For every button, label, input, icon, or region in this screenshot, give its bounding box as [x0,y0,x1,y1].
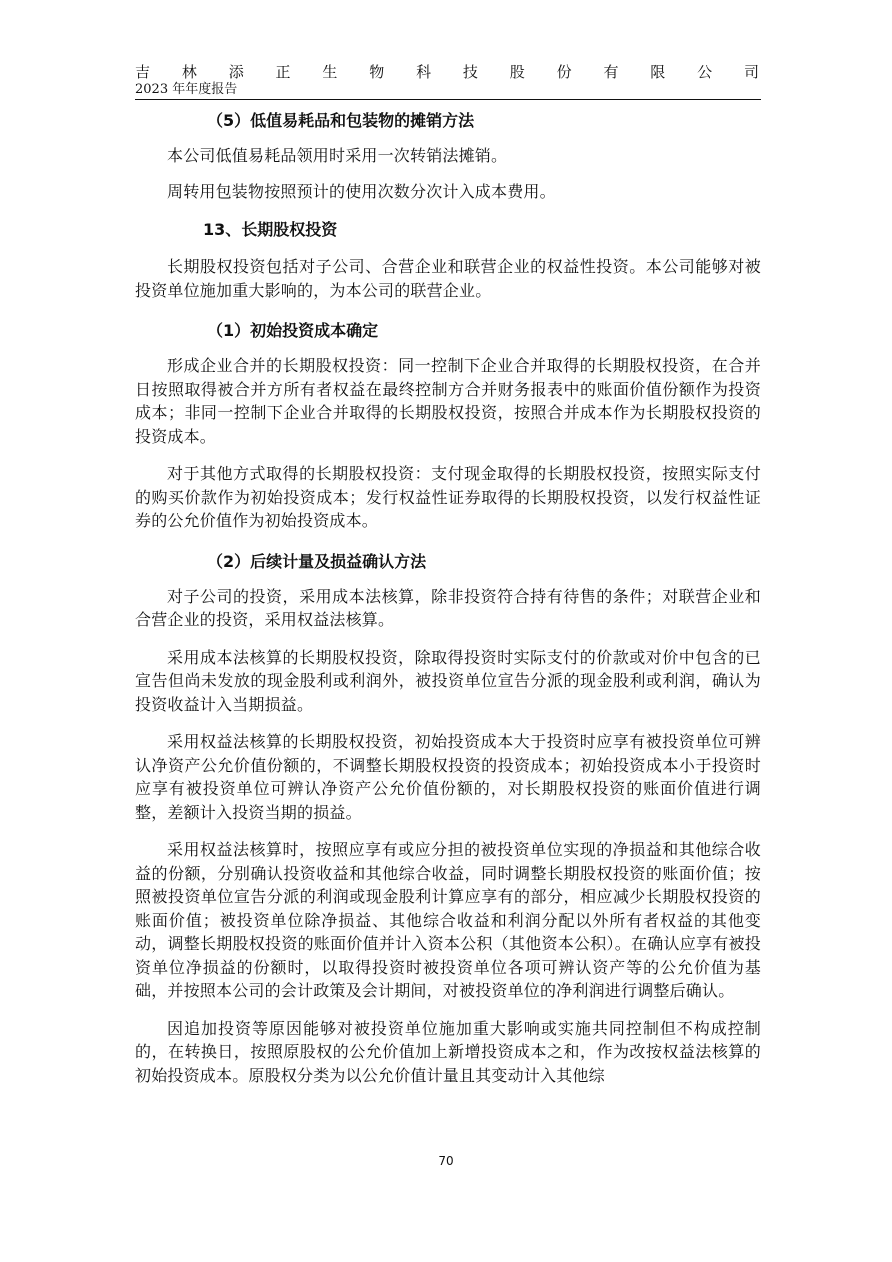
header-company-char: 有 [603,63,619,81]
header-divider [135,99,761,100]
header-company-char: 林 [181,63,197,81]
paragraph: 对子公司的投资，采用成本法核算，除非投资符合持有待售的条件；对联营企业和合营企业的投资，采用权益法核算。 [135,586,761,629]
section-heading-subsequent-measurement: （2）后续计量及损益确认方法 [207,551,427,571]
header-company-char: 正 [275,63,291,81]
header-company-char: 司 [743,63,759,81]
header-report-title: 2023 年年度报告 [135,82,238,97]
section-heading-long-term-equity-investment: 13、长期股权投资 [203,220,338,239]
paragraph: 周转用包装物按照预计的使用次数分次计入成本费用。 [167,181,556,201]
header-company-char: 技 [462,63,478,81]
section-heading-low-value-consumables: （5）低值易耗品和包装物的摊销方法 [207,111,475,130]
header-company-name [135,62,759,82]
paragraph: 本公司低值易耗品领用时采用一次转销法摊销。 [167,146,508,165]
paragraph: 采用权益法核算的长期股权投资，初始投资成本大于投资时应享有被投资单位可辨认净资产公允价值份额的，不调整长期股权投资的投资成本；初始投资成本小于投资时应享有被投资单位可辨认净资产公允价值份额的，对长期股权投资的账面价值进行调整，差额计入投资当期的损益。 [135,732,761,822]
header-company-char: 物 [369,63,385,81]
section-heading-initial-cost: （1）初始投资成本确定 [207,321,379,340]
paragraph: 形成企业合并的长期股权投资：同一控制下企业合并取得的长期股权投资，在合并日按照取得被合并方所有者权益在最终控制方合并财务报表中的账面价值份额作为投资成本；非同一控制下企业合并取得的长期股权投资，按照合并成本作为长期股权投资的投资成本。 [135,356,761,446]
paragraph: 对于其他方式取得的长期股权投资：支付现金取得的长期股权投资，按照实际支付的购买价款作为初始投资成本；发行权益性证券取得的长期股权投资，以发行权益性证券的公允价值作为初始投资成本。 [135,464,761,530]
paragraph: 采用成本法核算的长期股权投资，除取得投资时实际支付的价款或对价中包含的已宣告但尚未发放的现金股利或利润外，被投资单位宣告分派的现金股利或利润，确认为投资收益计入当期损益。 [135,647,761,714]
paragraph: 因追加投资等原因能够对被投资单位施加重大影响或实施共同控制但不构成控制的，在转换日，按照原股权的公允价值加上新增投资成本之和，作为改按权益法核算的初始投资成本。原股权分类为以公允价值计量且其变动计入其他综 [135,1018,761,1085]
header-company-char: 科 [416,63,432,81]
header-company-char: 限 [650,63,666,81]
paragraph: 采用权益法核算时，按照应享有或应分担的被投资单位实现的净损益和其他综合收益的份额，分别确认投资收益和其他综合收益，同时调整长期股权投资的账面价值；按照被投资单位宣告分派的利润或现金股利计算应享有的部分，相应减少长期股权投资的账面价值；被投资单位除净损益、其他综合收益和利润分配以外所有者权益的其他变动，调整长期股权投资的账面价值并计入资本公积（其他资本公积）。在确认应享有被投资单位净损益的份额时，以取得投资时被投资单位各项可辨认资产等的公允价值为基础，并按照本公司的会计政策及会计期间，对被投资单位的净利润进行调整后确认。 [135,840,761,1000]
paragraph: 长期股权投资包括对子公司、合营企业和联营企业的权益性投资。本公司能够对被投资单位施加重大影响的，为本公司的联营企业。 [135,257,761,300]
header-company-char: 公 [697,63,713,81]
page-number: 70 [438,1154,454,1168]
header-company-char: 生 [322,63,338,81]
header-company-char: 股 [509,63,525,81]
header-company-char: 添 [228,63,244,81]
header-company-char: 吉 [135,63,151,81]
document-body [135,106,761,1101]
header-company-char: 份 [556,63,572,81]
